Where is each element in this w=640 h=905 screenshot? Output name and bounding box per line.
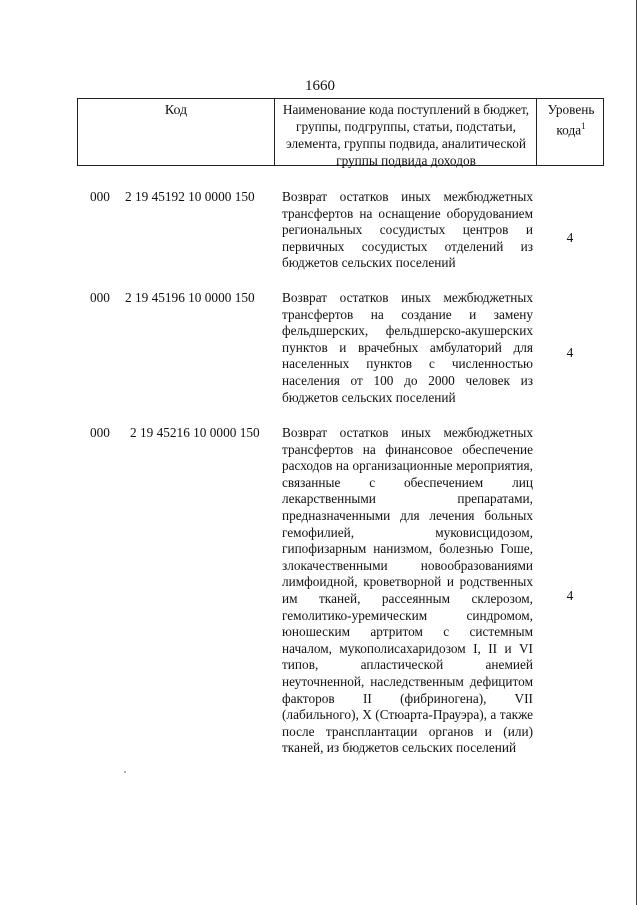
page-number: 1660 <box>305 78 335 94</box>
row-code: 2 19 45216 10 0000 150 <box>130 425 260 440</box>
column-divider <box>274 99 275 165</box>
row-code: 2 19 45196 10 0000 150 <box>125 290 255 305</box>
header-code: Код <box>164 103 188 118</box>
row-code: 2 19 45192 10 0000 150 <box>125 189 255 204</box>
scan-speck <box>124 771 126 773</box>
header-level-label: Уровень кода <box>547 102 595 138</box>
header-level <box>538 101 604 138</box>
row-description: Возврат остатков иных межбюджетных трансфертов на создание и замену фельдшерских, фельдшерско-акушерских пунктов и врачебных амбулаторий для населенных пунктов с численностью населения от 100 до 2000 человек из бюджетов сельских поселений <box>282 290 533 405</box>
row-level: 4 <box>566 345 574 360</box>
page-edge <box>636 0 637 905</box>
row-description: Возврат остатков иных межбюджетных трансфертов на финансовое обеспечение расходов на организационные мероприятия, связанные с обеспечением лиц лекарственными препаратами, предназначенными для лечения больных гемофилией, муковисцидозом, гипофизарным нанизмом, болезнью Гоше, злокачественными новообразованиями лимфоидной, кроветворной и родственных им тканей, рассеянным склерозом, гемолитико-уремическим синдромом, юношеским артритом с системным началом, мукополисахаридозом I, II и VI типов, апластической анемией неуточненной, наследственным дефицитом факторов II (фибриногена), VII (лабильного), X (Стюарта-Прауэра), а также после трансплантации органов и (или) тканей, из бюджетов сельских поселений <box>282 425 533 756</box>
table-header <box>77 98 604 166</box>
row-level: 4 <box>566 230 574 245</box>
footnote-mark: 1 <box>581 121 586 131</box>
header-name: Наименование кода поступлений в бюджет, группы, подгруппы, статьи, подстатьи, элемента, группы подвида, аналитической группы подвида доходов <box>282 102 530 168</box>
row-prefix: 000 <box>90 425 110 440</box>
row-description: Возврат остатков иных межбюджетных трансфертов на оснащение оборудованием региональных сосудистых центров и первичных сосудистых отделений из бюджетов сельских поселений <box>282 189 533 271</box>
row-prefix: 000 <box>90 189 110 204</box>
column-divider <box>536 99 537 165</box>
row-prefix: 000 <box>90 290 110 305</box>
row-level: 4 <box>566 588 574 603</box>
